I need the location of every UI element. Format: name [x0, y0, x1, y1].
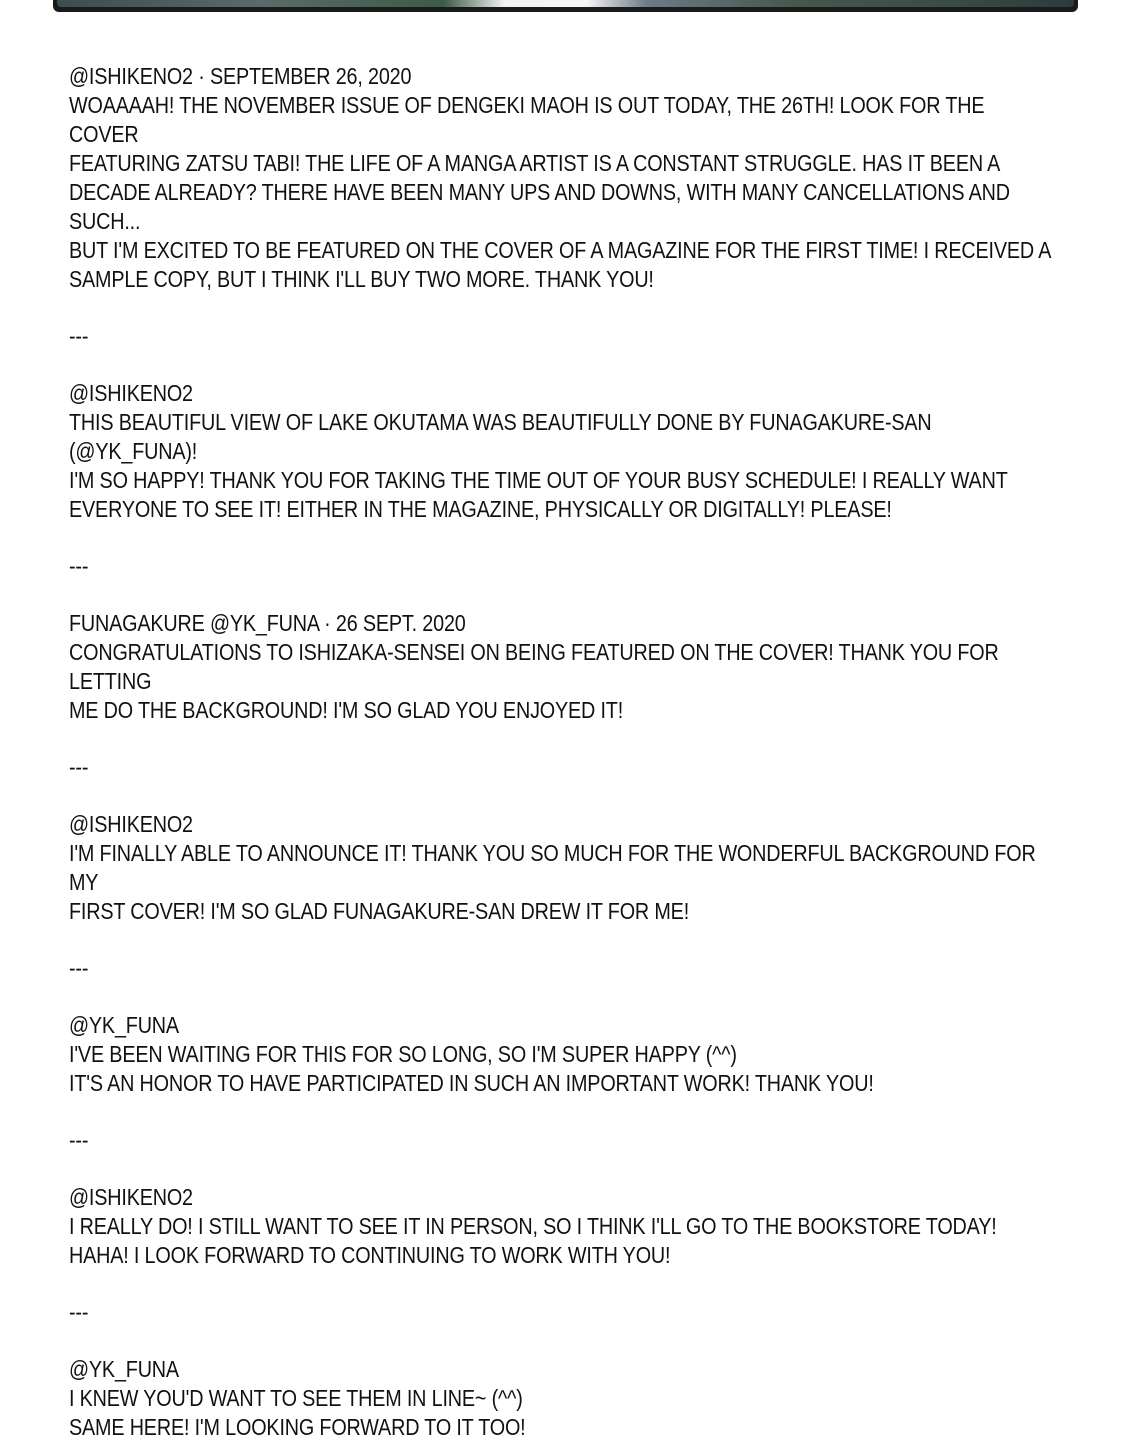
- post-line: I'M SO HAPPY! THANK YOU FOR TAKING THE TIME OUT OF YOUR BUSY SCHEDULE! I REALLY WANT: [69, 467, 1008, 493]
- post-line: EVERYONE TO SEE IT! EITHER IN THE MAGAZINE, PHYSICALLY OR DIGITALLY! PLEASE!: [69, 496, 892, 522]
- post-line: THIS BEAUTIFUL VIEW OF LAKE OKUTAMA WAS BEAUTIFULLY DONE BY FUNAGAKURE-SAN (@YK_FUNA)!: [69, 409, 932, 464]
- post-line: I REALLY DO! I STILL WANT TO SEE IT IN PERSON, SO I THINK I'LL GO TO THE BOOKSTORE TODAY!: [69, 1213, 997, 1239]
- cover-art-edge: [57, 0, 1074, 7]
- post-header: @ISHIKENO2: [69, 1184, 193, 1210]
- post-line: I KNEW YOU'D WANT TO SEE THEM IN LINE~ (^^): [69, 1385, 523, 1411]
- post-header: @ISHIKENO2: [69, 380, 193, 406]
- post-line: SAMPLE COPY, BUT I THINK I'LL BUY TWO MORE. THANK YOU!: [69, 266, 654, 292]
- post-header: @YK_FUNA: [69, 1012, 179, 1038]
- post-line: I'VE BEEN WAITING FOR THIS FOR SO LONG, SO I'M SUPER HAPPY (^^): [69, 1041, 737, 1067]
- post-header: @ISHIKENO2 · SEPTEMBER 26, 2020: [69, 63, 412, 89]
- post-line: SAME HERE! I'M LOOKING FORWARD TO IT TOO!: [69, 1414, 526, 1440]
- translation-notes-thread: [69, 62, 1058, 1442]
- post-line: FIRST COVER! I'M SO GLAD FUNAGAKURE-SAN DREW IT FOR ME!: [69, 898, 690, 924]
- post-separator: ---: [69, 553, 89, 579]
- post-line: IT'S AN HONOR TO HAVE PARTICIPATED IN SUCH AN IMPORTANT WORK! THANK YOU!: [69, 1070, 874, 1096]
- post-separator: ---: [69, 754, 89, 780]
- post: [69, 1355, 1058, 1442]
- post-line: I'M FINALLY ABLE TO ANNOUNCE IT! THANK YOU SO MUCH FOR THE WONDERFUL BACKGROUND FOR MY: [69, 840, 1036, 895]
- post-separator: ---: [69, 323, 89, 349]
- post-line: HAHA! I LOOK FORWARD TO CONTINUING TO WORK WITH YOU!: [69, 1242, 671, 1268]
- post-line: BUT I'M EXCITED TO BE FEATURED ON THE COVER OF A MAGAZINE FOR THE FIRST TIME! I RECEIVED A: [69, 237, 1052, 263]
- top-image-strip: [53, 0, 1078, 12]
- post: [69, 609, 1058, 725]
- post-separator: ---: [69, 1299, 89, 1325]
- post: [69, 379, 1058, 524]
- post-line: CONGRATULATIONS TO ISHIZAKA-SENSEI ON BEING FEATURED ON THE COVER! THANK YOU FOR LETTING: [69, 639, 999, 694]
- post-line: DECADE ALREADY? THERE HAVE BEEN MANY UPS AND DOWNS, WITH MANY CANCELLATIONS AND SUCH...: [69, 179, 1010, 234]
- post: [69, 1011, 1058, 1098]
- post: [69, 62, 1058, 294]
- post-line: ME DO THE BACKGROUND! I'M SO GLAD YOU ENJOYED IT!: [69, 697, 624, 723]
- post-line: WOAAAAH! THE NOVEMBER ISSUE OF DENGEKI MAOH IS OUT TODAY, THE 26TH! LOOK FOR THE COVER: [69, 92, 985, 147]
- post: [69, 1183, 1058, 1270]
- post-separator: ---: [69, 955, 89, 981]
- post-separator: ---: [69, 1127, 89, 1153]
- post-header: @YK_FUNA: [69, 1356, 179, 1382]
- post-header: @ISHIKENO2: [69, 811, 193, 837]
- post-header: FUNAGAKURE @YK_FUNA · 26 SEPT. 2020: [69, 610, 466, 636]
- post: [69, 810, 1058, 926]
- post-line: FEATURING ZATSU TABI! THE LIFE OF A MANGA ARTIST IS A CONSTANT STRUGGLE. HAS IT BEEN A: [69, 150, 1001, 176]
